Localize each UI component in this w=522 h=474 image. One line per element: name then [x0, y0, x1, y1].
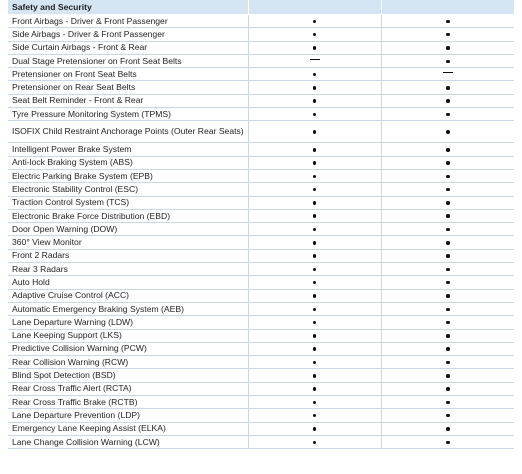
standard-dot-icon	[313, 33, 317, 37]
feature-label: Rear 3 Radars	[8, 263, 248, 276]
feature-label: Pretensioner on Rear Seat Belts	[8, 81, 248, 94]
feature-label: Side Airbags - Driver & Front Passenger	[8, 28, 248, 41]
variant-2-availability	[381, 15, 514, 28]
variant-header-2	[381, 0, 514, 15]
table-row	[8, 236, 514, 249]
not-available-dash-icon	[443, 72, 453, 73]
feature-label: Rear Cross Traffic Brake (RCTB)	[8, 396, 248, 409]
table-row	[8, 94, 514, 107]
variant-2-availability	[381, 356, 514, 369]
standard-dot-icon	[313, 281, 317, 285]
feature-label: Front 2 Radars	[8, 249, 248, 262]
standard-dot-icon	[446, 46, 450, 50]
variant-1-availability	[248, 356, 381, 369]
feature-label: Electronic Brake Force Distribution (EBD)	[8, 209, 248, 222]
standard-dot-icon	[313, 427, 317, 431]
table-row	[8, 422, 514, 435]
standard-dot-icon	[446, 254, 450, 258]
variant-2-availability	[381, 94, 514, 107]
standard-dot-icon	[313, 148, 317, 152]
feature-label: Pretensioner on Front Seat Belts	[8, 68, 248, 81]
feature-label: 360° View Monitor	[8, 236, 248, 249]
variant-2-availability	[381, 108, 514, 121]
standard-dot-icon	[446, 441, 450, 445]
variant-2-availability	[381, 382, 514, 395]
standard-dot-icon	[446, 427, 450, 431]
variant-1-availability	[248, 108, 381, 121]
standard-dot-icon	[313, 294, 317, 298]
variant-1-availability	[248, 329, 381, 342]
variant-2-availability	[381, 143, 514, 156]
feature-label: Dual Stage Pretensioner on Front Seat Belts	[8, 54, 248, 67]
variant-2-availability	[381, 121, 514, 143]
standard-dot-icon	[446, 268, 450, 272]
variant-2-availability	[381, 28, 514, 41]
variant-1-availability	[248, 196, 381, 209]
standard-dot-icon	[313, 46, 317, 50]
table-row	[8, 263, 514, 276]
variant-1-availability	[248, 236, 381, 249]
variant-1-availability	[248, 249, 381, 262]
variant-1-availability	[248, 263, 381, 276]
table-row	[8, 329, 514, 342]
standard-dot-icon	[446, 228, 450, 232]
variant-2-availability	[381, 81, 514, 94]
feature-label: Lane Departure Prevention (LDP)	[8, 409, 248, 422]
standard-dot-icon	[313, 361, 317, 365]
standard-dot-icon	[446, 361, 450, 365]
variant-2-availability	[381, 342, 514, 355]
variant-2-availability	[381, 422, 514, 435]
table-row	[8, 435, 514, 448]
standard-dot-icon	[313, 175, 317, 179]
variant-2-availability	[381, 289, 514, 302]
variant-2-availability	[381, 329, 514, 342]
variant-1-availability	[248, 223, 381, 236]
feature-label: Electric Parking Brake System (EPB)	[8, 169, 248, 182]
table-row	[8, 409, 514, 422]
standard-dot-icon	[313, 374, 317, 378]
feature-label: Emergency Lane Keeping Assist (ELKA)	[8, 422, 248, 435]
standard-dot-icon	[446, 60, 450, 64]
feature-label: Door Open Warning (DOW)	[8, 223, 248, 236]
standard-dot-icon	[313, 268, 317, 272]
standard-dot-icon	[446, 33, 450, 37]
variant-2-availability	[381, 169, 514, 182]
standard-dot-icon	[446, 86, 450, 90]
standard-dot-icon	[446, 334, 450, 338]
variant-1-availability	[248, 409, 381, 422]
feature-label: Anti-lock Braking System (ABS)	[8, 156, 248, 169]
variant-1-availability	[248, 54, 381, 67]
standard-dot-icon	[313, 73, 317, 77]
variant-1-availability	[248, 81, 381, 94]
standard-dot-icon	[313, 86, 317, 90]
variant-2-availability	[381, 369, 514, 382]
variant-1-availability	[248, 316, 381, 329]
not-available-dash-icon	[310, 59, 320, 60]
table-row	[8, 121, 514, 143]
table-row	[8, 276, 514, 289]
standard-dot-icon	[446, 241, 450, 245]
table-row	[8, 68, 514, 81]
standard-dot-icon	[446, 188, 450, 192]
table-row	[8, 342, 514, 355]
standard-dot-icon	[313, 228, 317, 232]
table-row	[8, 41, 514, 54]
variant-1-availability	[248, 94, 381, 107]
table-row	[8, 302, 514, 315]
variant-1-availability	[248, 41, 381, 54]
variant-1-availability	[248, 422, 381, 435]
variant-2-availability	[381, 196, 514, 209]
variant-2-availability	[381, 316, 514, 329]
variant-2-availability	[381, 68, 514, 81]
standard-dot-icon	[313, 254, 317, 258]
feature-label: Rear Collision Warning (RCW)	[8, 356, 248, 369]
variant-1-availability	[248, 435, 381, 448]
variant-header-1	[248, 0, 381, 15]
standard-dot-icon	[313, 321, 317, 325]
feature-label: Seat Belt Reminder - Front & Rear	[8, 94, 248, 107]
standard-dot-icon	[313, 20, 317, 24]
table-row	[8, 81, 514, 94]
table-row	[8, 356, 514, 369]
standard-dot-icon	[313, 99, 317, 103]
standard-dot-icon	[446, 414, 450, 418]
standard-dot-icon	[446, 374, 450, 378]
feature-label: Intelligent Power Brake System	[8, 143, 248, 156]
variant-1-availability	[248, 68, 381, 81]
standard-dot-icon	[313, 414, 317, 418]
table-row	[8, 54, 514, 67]
variant-2-availability	[381, 302, 514, 315]
standard-dot-icon	[446, 161, 450, 165]
standard-dot-icon	[313, 347, 317, 351]
variant-1-availability	[248, 28, 381, 41]
feature-label: Front Airbags - Driver & Front Passenger	[8, 15, 248, 28]
standard-dot-icon	[313, 161, 317, 165]
standard-dot-icon	[446, 387, 450, 391]
section-title: Safety and Security	[8, 0, 248, 15]
standard-dot-icon	[446, 113, 450, 117]
variant-1-availability	[248, 302, 381, 315]
variant-2-availability	[381, 209, 514, 222]
variant-2-availability	[381, 435, 514, 448]
standard-dot-icon	[446, 321, 450, 325]
feature-label: Lane Departure Warning (LDW)	[8, 316, 248, 329]
feature-label: Lane Keeping Support (LKS)	[8, 329, 248, 342]
table-row	[8, 28, 514, 41]
table-row	[8, 316, 514, 329]
feature-label: ISOFIX Child Restraint Anchorage Points (Outer Rear Seats)	[8, 121, 248, 143]
standard-dot-icon	[313, 308, 317, 312]
table-row	[8, 15, 514, 28]
standard-dot-icon	[446, 99, 450, 103]
feature-label: Electronic Stability Control (ESC)	[8, 183, 248, 196]
standard-dot-icon	[313, 113, 317, 117]
table-row	[8, 196, 514, 209]
variant-1-availability	[248, 121, 381, 143]
variant-2-availability	[381, 276, 514, 289]
table-row	[8, 143, 514, 156]
feature-label: Predictive Collision Warning (PCW)	[8, 342, 248, 355]
table-row	[8, 209, 514, 222]
variant-1-availability	[248, 289, 381, 302]
variant-2-availability	[381, 54, 514, 67]
feature-label: Auto Hold	[8, 276, 248, 289]
safety-spec-table	[8, 0, 514, 449]
feature-rows	[8, 15, 514, 449]
variant-2-availability	[381, 223, 514, 236]
standard-dot-icon	[446, 347, 450, 351]
table-row	[8, 169, 514, 182]
table-row	[8, 382, 514, 395]
variant-2-availability	[381, 236, 514, 249]
standard-dot-icon	[313, 334, 317, 338]
variant-1-availability	[248, 276, 381, 289]
standard-dot-icon	[313, 241, 317, 245]
feature-label: Automatic Emergency Braking System (AEB)	[8, 302, 248, 315]
table-row	[8, 183, 514, 196]
variant-1-availability	[248, 156, 381, 169]
standard-dot-icon	[446, 201, 450, 205]
table-row	[8, 289, 514, 302]
standard-dot-icon	[446, 130, 450, 134]
variant-2-availability	[381, 396, 514, 409]
standard-dot-icon	[446, 148, 450, 152]
variant-1-availability	[248, 143, 381, 156]
feature-label: Traction Control System (TCS)	[8, 196, 248, 209]
table-row	[8, 108, 514, 121]
standard-dot-icon	[313, 387, 317, 391]
standard-dot-icon	[313, 130, 317, 134]
table-row	[8, 156, 514, 169]
table-row	[8, 369, 514, 382]
variant-1-availability	[248, 342, 381, 355]
variant-2-availability	[381, 41, 514, 54]
variant-1-availability	[248, 369, 381, 382]
standard-dot-icon	[313, 401, 317, 405]
variant-2-availability	[381, 263, 514, 276]
variant-1-availability	[248, 382, 381, 395]
feature-label: Blind Spot Detection (BSD)	[8, 369, 248, 382]
feature-label: Tyre Pressure Monitoring System (TPMS)	[8, 108, 248, 121]
feature-label: Side Curtain Airbags - Front & Rear	[8, 41, 248, 54]
variant-2-availability	[381, 183, 514, 196]
variant-1-availability	[248, 183, 381, 196]
variant-1-availability	[248, 169, 381, 182]
standard-dot-icon	[313, 441, 317, 445]
standard-dot-icon	[313, 188, 317, 192]
variant-2-availability	[381, 156, 514, 169]
standard-dot-icon	[446, 20, 450, 24]
standard-dot-icon	[446, 401, 450, 405]
feature-label: Lane Change Collision Warning (LCW)	[8, 435, 248, 448]
standard-dot-icon	[446, 294, 450, 298]
standard-dot-icon	[446, 175, 450, 179]
standard-dot-icon	[313, 201, 317, 205]
standard-dot-icon	[446, 214, 450, 218]
table-row	[8, 249, 514, 262]
feature-label: Rear Cross Traffic Alert (RCTA)	[8, 382, 248, 395]
table-header-row	[8, 0, 514, 15]
standard-dot-icon	[446, 281, 450, 285]
feature-label: Adaptive Cruise Control (ACC)	[8, 289, 248, 302]
variant-1-availability	[248, 396, 381, 409]
table-row	[8, 223, 514, 236]
variant-1-availability	[248, 15, 381, 28]
standard-dot-icon	[446, 308, 450, 312]
variant-2-availability	[381, 409, 514, 422]
variant-1-availability	[248, 209, 381, 222]
variant-2-availability	[381, 249, 514, 262]
standard-dot-icon	[313, 214, 317, 218]
table-row	[8, 396, 514, 409]
